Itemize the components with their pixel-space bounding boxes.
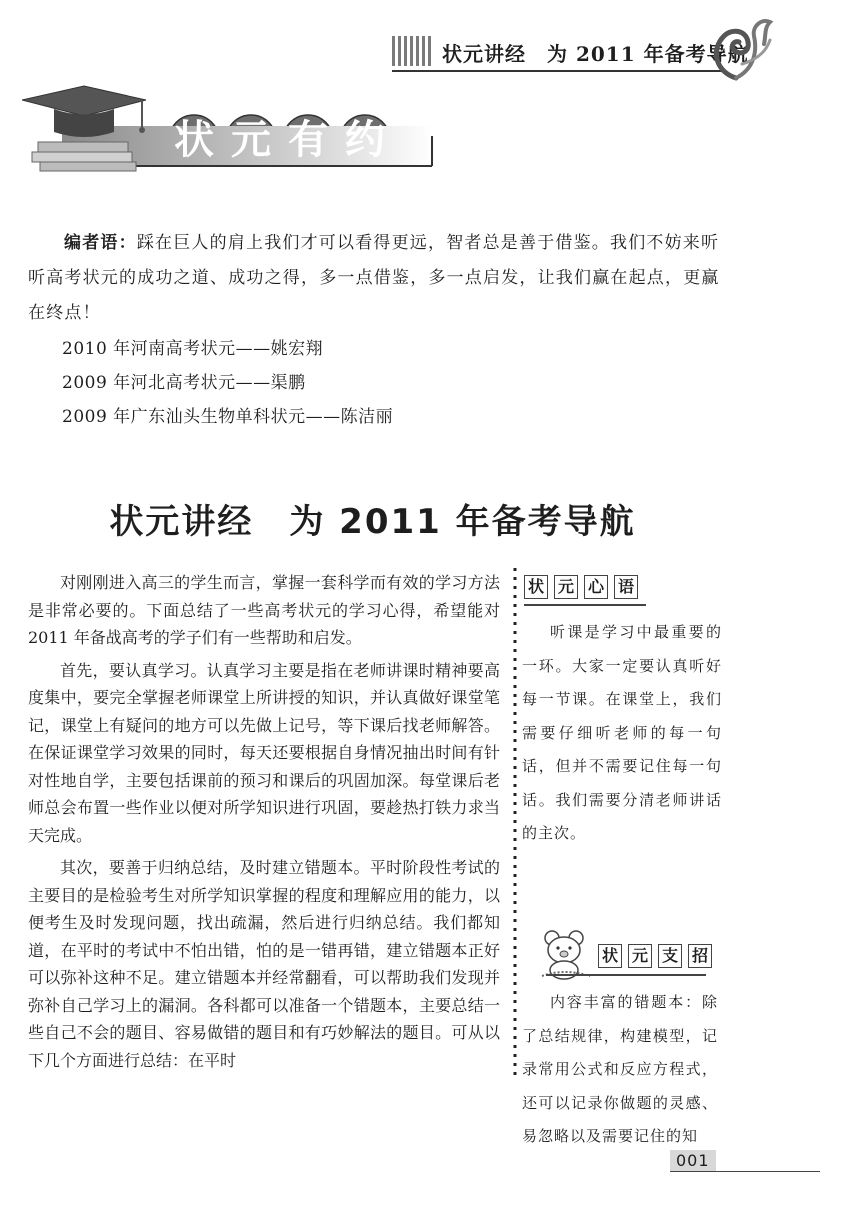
banner-char: 状 [168, 114, 220, 166]
editor-note [28, 226, 728, 331]
sidebar-heading-underline [546, 974, 706, 976]
winner-line: 2009 年广东汕头生物单科状元——陈洁丽 [62, 407, 394, 427]
banner-char: 元 [225, 114, 277, 166]
teddy-bear-icon [538, 928, 592, 980]
sidebar-heading-advice: 状 元 支 招 [598, 944, 718, 968]
swirl-logo-icon [706, 14, 774, 84]
banner-char: 约 [339, 114, 391, 166]
editor-note-lead: 编者语： [64, 233, 137, 253]
column-divider [512, 568, 518, 1078]
winner-line: 2009 年河北高考状元——渠鹏 [62, 373, 306, 393]
article-paragraph: 对刚刚进入高三的学生而言，掌握一套科学而有效的学习方法是非常必要的。下面总结了一些高考状元的学习心得，希望能对 2011 年备战高考的学子们有一些帮助和启发。 [28, 573, 500, 647]
header-rule [392, 70, 722, 72]
sidebar-text-tips: 听课是学习中最重要的一环。大家一定要认真听好每一节课。在课堂上，我们需要仔细听老师的每一句话，但并不需要记住每一句话。我们需要分清老师讲话的主次。 [522, 623, 722, 842]
banner-char: 有 [282, 114, 334, 166]
article-title: 状元讲经 为 2011 年备考导航 [109, 502, 636, 542]
winner-line: 2010 年河南高考状元——姚宏翔 [62, 339, 324, 359]
editor-note-text: 踩在巨人的肩上我们才可以看得更远，智者总是善于借鉴。我们不妨来听听高考状元的成功之道、成功之得，多一点借鉴，多一点启发，让我们赢在起点，更赢在终点！ [28, 233, 720, 323]
sidebar-text-advice: 内容丰富的错题本：除了总结规律，构建模型，记录常用公式和反应方程式，还可以记录你做题的灵感、易忽略以及需要记住的知 [522, 993, 718, 1145]
article-paragraph: 其次，要善于归纳总结，及时建立错题本。平时阶段性考试的主要目的是检验考生对所学知识掌握的程度和理解应用的能力，以便考生及时发现问题，找出疏漏，然后进行归纳总结。我们都知道，在平时的考试中不怕出错，怕的是一错再错，建立错题本正好可以弥补这种不足。建立错题本并经常翻看，可以帮助我们发现并弥补自己学习上的漏洞。各科都可以准备一个错题本，主要总结一些自己不会的题目、容易做错的题目和有巧妙解法的题目。可从以下几个方面进行总结：在平时 [28, 858, 500, 1070]
sidebar-heading-tips: 状 元 心 语 [524, 575, 644, 599]
running-header-title: 状元讲经 为 2011 年备考导航 [442, 42, 749, 66]
page-number: 001 [670, 1150, 716, 1171]
article-body [28, 569, 500, 1079]
article-paragraph: 首先，要认真学习。认真学习主要是指在老师讲课时精神要高度集中，要完全掌握老师课堂上所讲授的知识，并认真做好课堂笔记，课堂上有疑问的地方可以先做上记号，等下课后找老师解答。在保证课堂学习效果的同时，每天还要根据自身情况抽出时间有针对性地自学，主要包括课前的预习和课后的巩固加深。每堂课后老师总会布置一些作业以便对所学知识进行巩固，要趁热打铁力求当天完成。 [28, 660, 500, 845]
header-decoration-bars [392, 36, 436, 66]
footer-rule [670, 1171, 820, 1172]
sidebar-heading-underline [524, 604, 646, 606]
